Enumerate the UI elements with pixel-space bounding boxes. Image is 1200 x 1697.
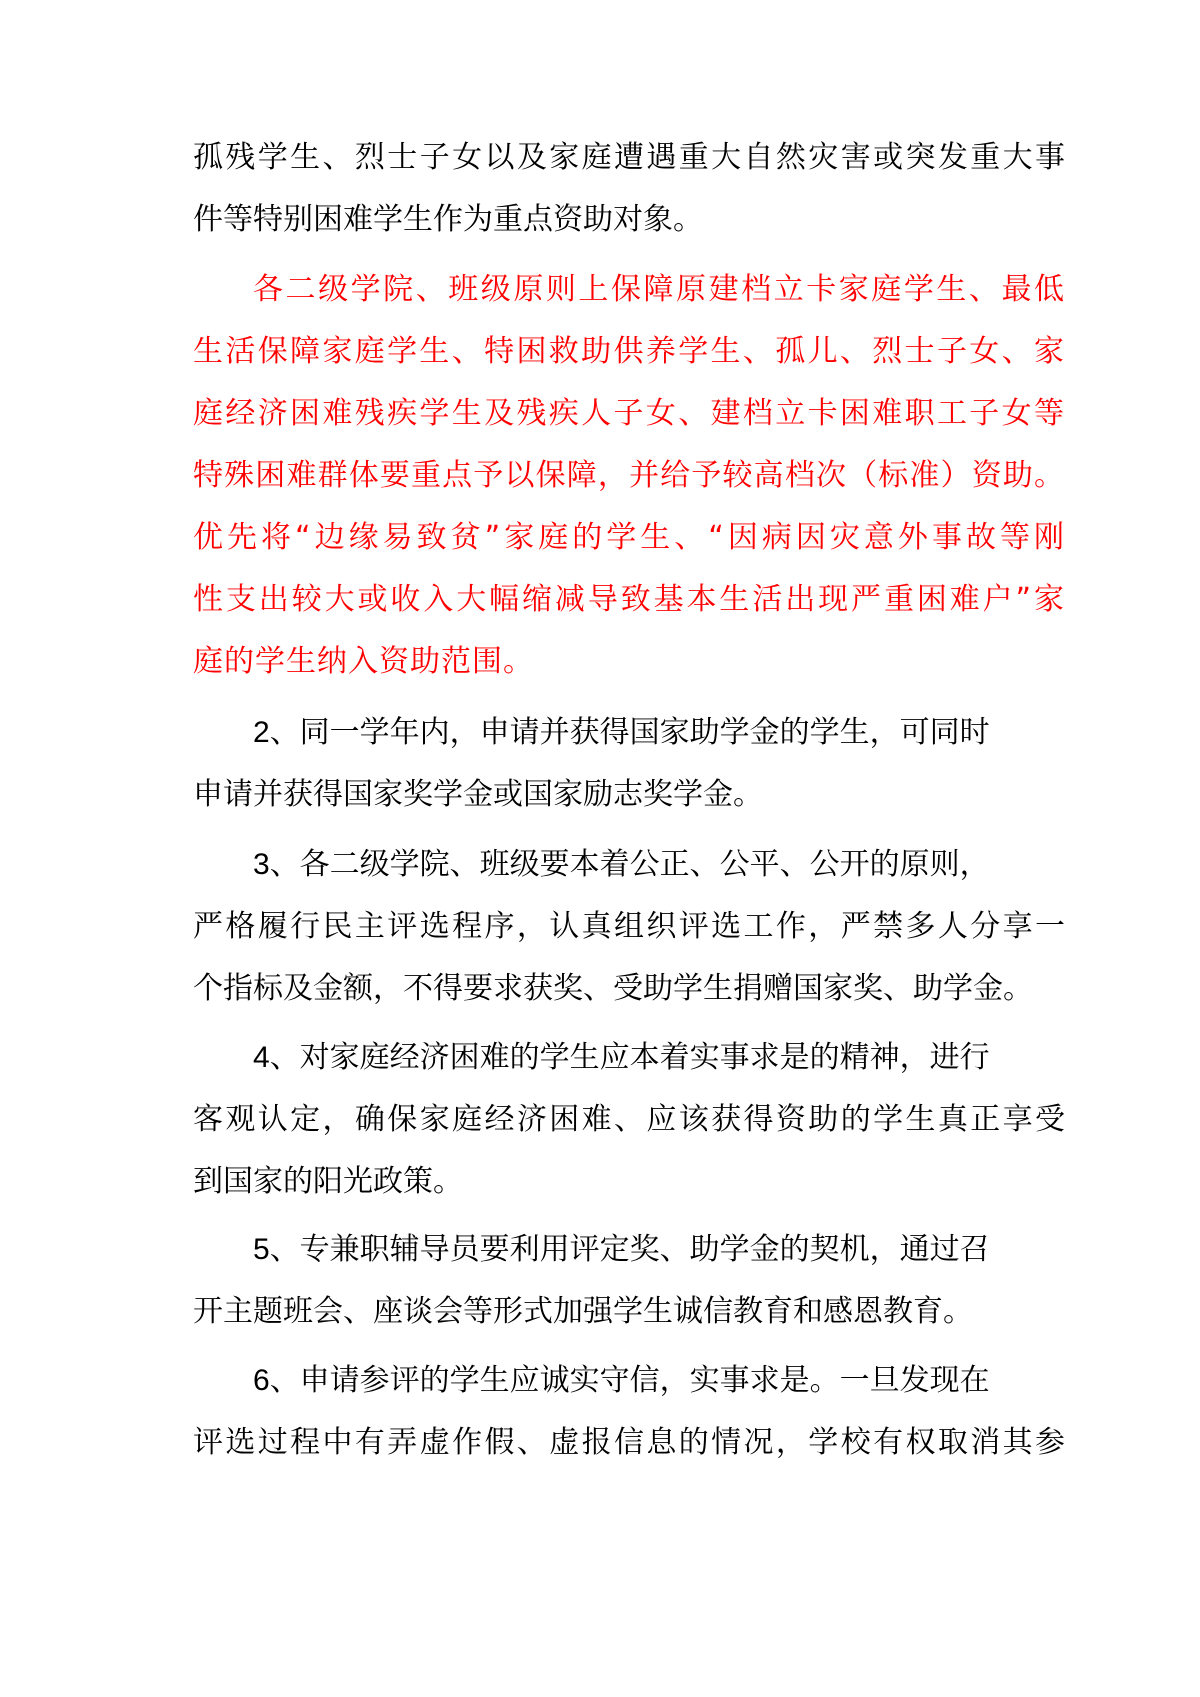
text-segment: 、对家庭经济困难的学生应本着实事求是的精神，进行: [269, 1040, 990, 1075]
text-line: 庭经济困难残疾学生及残疾人子女、建档立卡困难职工子女等: [193, 396, 1065, 431]
paragraph-number: 3: [253, 848, 270, 881]
text-segment: 、专兼职辅导员要利用评定奖、助学金的契机，通过召: [269, 1232, 990, 1267]
text-segment: 、各二级学院、班级要本着公正、公平、公开的原则，: [269, 847, 990, 882]
text-line: 各二级学院、班级原则上保障原建档立卡家庭学生、最低: [253, 272, 1065, 307]
paragraph-number: 5: [253, 1233, 270, 1266]
text-line: 严格履行民主评选程序，认真组织评选工作，严禁多人分享一: [193, 909, 1065, 944]
text-line: 孤残学生、烈士子女以及家庭遭遇重大自然灾害或突发重大事: [193, 140, 1065, 175]
text-line: 客观认定，确保家庭经济困难、应该获得资助的学生真正享受: [193, 1102, 1065, 1137]
paragraph-3: [193, 834, 1065, 1020]
paragraph-5: [193, 1219, 1065, 1343]
paragraph-continuation: [193, 127, 1065, 251]
text-segment: 、同一学年内，申请并获得国家助学金的学生，可同时: [269, 715, 990, 750]
paragraph-red-highlight: [193, 259, 1065, 693]
paragraph-number: 2: [253, 716, 270, 749]
text-line: 件等特别困难学生作为重点资助对象。: [193, 202, 703, 237]
text-line: 评选过程中有弄虚作假、虚报信息的情况，学校有权取消其参: [193, 1425, 1065, 1460]
text-line: 性支出较大或收入大幅缩减导致基本生活出现严重困难户”家: [193, 582, 1065, 617]
paragraph-2: [193, 702, 1065, 826]
text-line: [193, 834, 1065, 896]
text-line: 优先将“边缘易致贫”家庭的学生、“因病因灾意外事故等刚: [193, 520, 1065, 555]
paragraph-4: [193, 1027, 1065, 1213]
text-line: [193, 702, 1065, 764]
paragraph-6: [193, 1350, 1065, 1474]
text-line: [193, 1219, 1065, 1281]
text-line: 生活保障家庭学生、特困救助供养学生、孤儿、烈士子女、家: [193, 334, 1065, 369]
text-line: 个指标及金额，不得要求获奖、受助学生捐赠国家奖、助学金。: [193, 971, 1033, 1006]
text-line: 开主题班会、座谈会等形式加强学生诚信教育和感恩教育。: [193, 1294, 973, 1329]
paragraph-number: 6: [253, 1364, 270, 1397]
text-line: 申请并获得国家奖学金或国家励志奖学金。: [193, 777, 763, 812]
paragraph-number: 4: [253, 1041, 270, 1074]
text-line: 特殊困难群体要重点予以保障，并给予较高档次（标准）资助。: [193, 458, 1065, 493]
text-line: 到国家的阳光政策。: [193, 1164, 463, 1199]
text-line: [193, 1350, 1065, 1412]
text-line: [193, 1027, 1065, 1089]
text-line: 庭的学生纳入资助范围。: [193, 644, 534, 679]
text-segment: 、申请参评的学生应诚实守信，实事求是。一旦发现在: [269, 1363, 990, 1398]
